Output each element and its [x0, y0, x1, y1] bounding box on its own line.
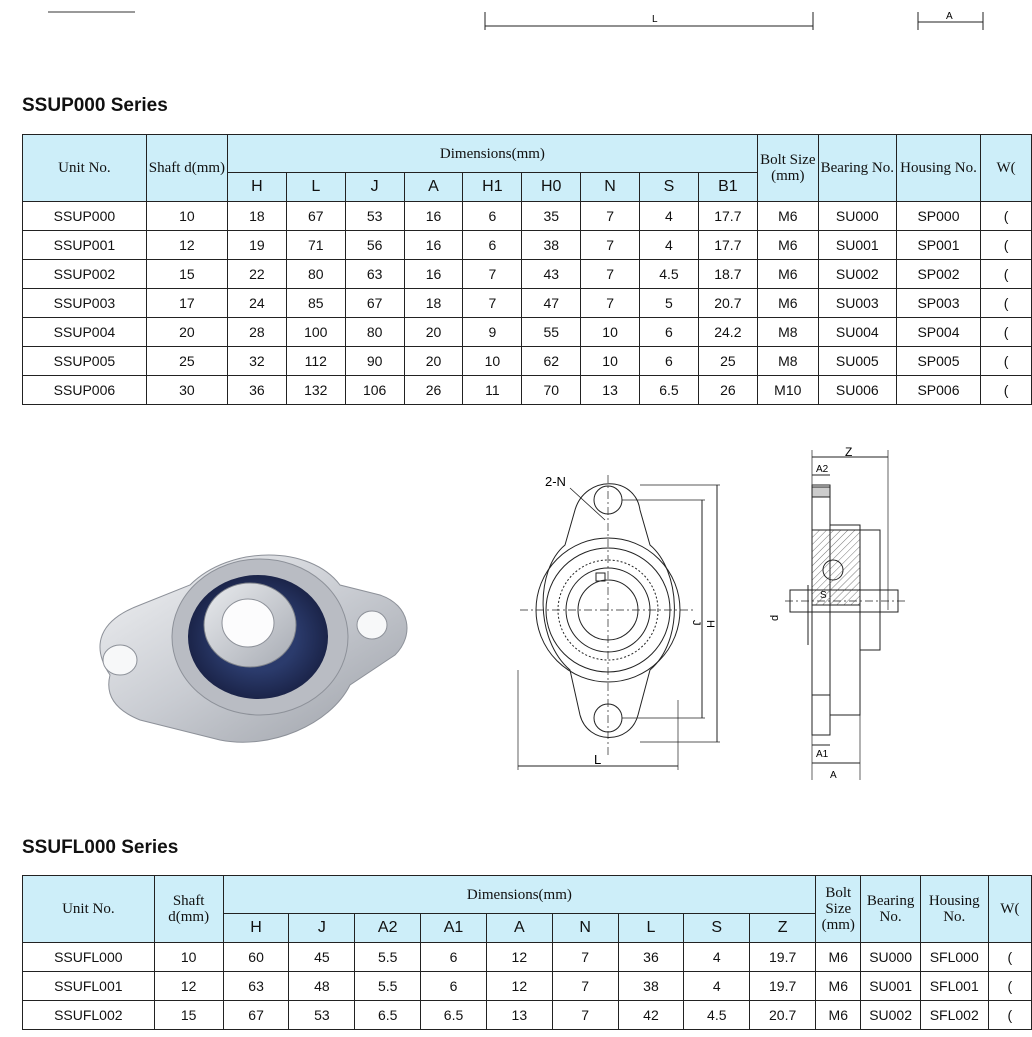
header-shaft: Shaft d(mm) [154, 876, 223, 943]
table-cell: M6 [816, 943, 861, 972]
series-title-ssup: SSUP000 Series [22, 95, 168, 116]
ssufl-spec-table [22, 875, 1032, 1030]
label-L: L [594, 752, 602, 767]
table-cell: 67 [345, 289, 404, 318]
table-cell: 19.7 [750, 943, 816, 972]
header-dim-h0: H0 [522, 173, 581, 202]
header-housing-no: Housing No. [920, 876, 988, 943]
header-unit-no: Unit No. [23, 135, 147, 202]
table-cell: 112 [286, 347, 345, 376]
label-d: d [769, 614, 781, 621]
table-cell: ( [981, 289, 1032, 318]
table-cell: 12 [146, 231, 227, 260]
table-cell: SSUFL002 [23, 1001, 155, 1030]
table-cell: ( [981, 231, 1032, 260]
front-view-drawing [510, 470, 730, 775]
table-cell: 56 [345, 231, 404, 260]
table-cell: 6 [421, 972, 487, 1001]
table-cell: SU001 [818, 231, 896, 260]
header-dim-a2: A2 [355, 914, 421, 943]
table-cell: 42 [618, 1001, 684, 1030]
table-cell: 12 [486, 972, 552, 1001]
table-cell: 6 [421, 943, 487, 972]
table-row [23, 347, 1032, 376]
header-dim-l: L [286, 173, 345, 202]
table-cell: SU004 [818, 318, 896, 347]
table-cell: SU005 [818, 347, 896, 376]
header-dim-s: S [640, 173, 699, 202]
table-cell: SP001 [896, 231, 980, 260]
table-cell: 7 [581, 260, 640, 289]
table-row [23, 1001, 1032, 1030]
table-cell: 28 [228, 318, 287, 347]
header-dim-n: N [552, 914, 618, 943]
header-dim-h: H [223, 914, 289, 943]
table-cell: SSUFL000 [23, 943, 155, 972]
table-cell: 10 [581, 347, 640, 376]
table-cell: 7 [552, 1001, 618, 1030]
table-cell: 20.7 [750, 1001, 816, 1030]
table-cell: 36 [228, 376, 287, 405]
dim-label-L: L [652, 14, 658, 25]
table-cell: SSUP003 [23, 289, 147, 318]
table-cell: ( [981, 347, 1032, 376]
header-dimensions: Dimensions(mm) [223, 876, 815, 914]
table-cell: 25 [698, 347, 757, 376]
table-cell: 10 [463, 347, 522, 376]
table-cell: SSUP005 [23, 347, 147, 376]
table-row [23, 972, 1032, 1001]
table-cell: 5.5 [355, 972, 421, 1001]
table-row [23, 260, 1032, 289]
table-cell: M6 [757, 260, 818, 289]
table-cell: 4.5 [684, 1001, 750, 1030]
top-dimension-drawing [0, 0, 1001, 40]
header-weight: W( [981, 135, 1032, 202]
table-cell: 7 [581, 289, 640, 318]
table-cell: 70 [522, 376, 581, 405]
header-bearing-no: Bearing No. [818, 135, 896, 202]
header-dim-j: J [289, 914, 355, 943]
table-cell: 6 [640, 347, 699, 376]
table-cell: M8 [757, 347, 818, 376]
table-cell: 10 [146, 202, 227, 231]
ssup-table-container [22, 134, 1016, 409]
dim-label-A: A [946, 11, 953, 22]
header-dim-a: A [486, 914, 552, 943]
table-cell: SFL000 [920, 943, 988, 972]
table-cell: SU003 [818, 289, 896, 318]
table-cell: 13 [581, 376, 640, 405]
header-dim-h: H [228, 173, 287, 202]
table-cell: 12 [154, 972, 223, 1001]
table-cell: 4 [640, 202, 699, 231]
table-cell: 10 [154, 943, 223, 972]
ssup-spec-table [22, 134, 1032, 405]
table-cell: 26 [404, 376, 463, 405]
table-cell: 55 [522, 318, 581, 347]
table-cell: SU000 [818, 202, 896, 231]
table-cell: SSUP006 [23, 376, 147, 405]
series-title-ssufl: SSUFL000 Series [22, 837, 179, 858]
table-cell: 36 [618, 943, 684, 972]
label-S: S [820, 590, 827, 601]
header-dim-s: S [684, 914, 750, 943]
table-cell: 20 [404, 318, 463, 347]
table-cell: 13 [486, 1001, 552, 1030]
table-cell: 20.7 [698, 289, 757, 318]
label-J: J [690, 620, 702, 626]
table-cell: 9 [463, 318, 522, 347]
table-cell: 30 [146, 376, 227, 405]
table-cell: 17.7 [698, 231, 757, 260]
header-bearing-no: Bearing No. [861, 876, 920, 943]
table-cell: ( [981, 202, 1032, 231]
header-dim-a: A [404, 173, 463, 202]
table-cell: SSUP002 [23, 260, 147, 289]
table-cell: M8 [757, 318, 818, 347]
table-cell: 26 [698, 376, 757, 405]
table-cell: 53 [345, 202, 404, 231]
table-cell: 106 [345, 376, 404, 405]
label-A1: A1 [816, 749, 829, 760]
table-cell: ( [981, 260, 1032, 289]
header-bolt-size: Bolt Size (mm) [757, 135, 818, 202]
table-cell: SSUP000 [23, 202, 147, 231]
table-cell: 48 [289, 972, 355, 1001]
header-housing-no: Housing No. [896, 135, 980, 202]
table-cell: SU001 [861, 972, 920, 1001]
table-cell: SSUP001 [23, 231, 147, 260]
table-cell: 11 [463, 376, 522, 405]
header-unit-no: Unit No. [23, 876, 155, 943]
table-cell: 17 [146, 289, 227, 318]
table-cell: 4 [684, 943, 750, 972]
table-cell: 47 [522, 289, 581, 318]
label-A: A [830, 770, 837, 781]
table-cell: M10 [757, 376, 818, 405]
table-cell: 32 [228, 347, 287, 376]
table-cell: 4 [684, 972, 750, 1001]
table-cell: 6.5 [421, 1001, 487, 1030]
table-cell: M6 [757, 231, 818, 260]
table-cell: 35 [522, 202, 581, 231]
table-cell: M6 [816, 1001, 861, 1030]
header-dim-z: Z [750, 914, 816, 943]
table-cell: 38 [522, 231, 581, 260]
table-cell: 38 [618, 972, 684, 1001]
table-cell: ( [981, 318, 1032, 347]
table-cell: SSUP004 [23, 318, 147, 347]
header-bolt-size: Bolt Size (mm) [816, 876, 861, 943]
table-cell: 22 [228, 260, 287, 289]
label-Z: Z [845, 445, 853, 459]
table-cell: 25 [146, 347, 227, 376]
table-cell: SU006 [818, 376, 896, 405]
table-cell: 67 [223, 1001, 289, 1030]
table-cell: 45 [289, 943, 355, 972]
table-cell: 20 [146, 318, 227, 347]
header-dim-b1: B1 [698, 173, 757, 202]
table-cell: SU002 [818, 260, 896, 289]
table-cell: 6.5 [355, 1001, 421, 1030]
header-dim-a1: A1 [421, 914, 487, 943]
table-cell: M6 [757, 289, 818, 318]
label-2N: 2-N [545, 474, 566, 489]
table-cell: 7 [552, 972, 618, 1001]
table-cell: 7 [581, 202, 640, 231]
table-cell: 19 [228, 231, 287, 260]
table-row [23, 376, 1032, 405]
table-cell: SFL001 [920, 972, 988, 1001]
table-cell: 7 [463, 260, 522, 289]
header-shaft: Shaft d(mm) [146, 135, 227, 202]
table-row [23, 289, 1032, 318]
table-cell: SP000 [896, 202, 980, 231]
table-cell: SU002 [861, 1001, 920, 1030]
table-cell: 18 [228, 202, 287, 231]
table-row [23, 202, 1032, 231]
table-cell: 12 [486, 943, 552, 972]
table-cell: ( [988, 1001, 1031, 1030]
table-cell: 24 [228, 289, 287, 318]
table-cell: SP003 [896, 289, 980, 318]
table-cell: 10 [581, 318, 640, 347]
table-cell: ( [981, 376, 1032, 405]
table-cell: 4 [640, 231, 699, 260]
table-cell: 53 [289, 1001, 355, 1030]
table-cell: 5 [640, 289, 699, 318]
table-cell: ( [988, 972, 1031, 1001]
table-cell: ( [988, 943, 1031, 972]
table-cell: 100 [286, 318, 345, 347]
header-dim-n: N [581, 173, 640, 202]
table-row [23, 231, 1032, 260]
table-cell: 16 [404, 260, 463, 289]
table-cell: 5.5 [355, 943, 421, 972]
table-cell: 7 [581, 231, 640, 260]
table-cell: 7 [463, 289, 522, 318]
table-row [23, 943, 1032, 972]
header-dim-h1: H1 [463, 173, 522, 202]
table-cell: 20 [404, 347, 463, 376]
table-cell: 63 [345, 260, 404, 289]
table-cell: 60 [223, 943, 289, 972]
table-cell: 85 [286, 289, 345, 318]
table-cell: SFL002 [920, 1001, 988, 1030]
label-H: H [704, 620, 716, 628]
table-cell: SP004 [896, 318, 980, 347]
table-row [23, 318, 1032, 347]
table-cell: 80 [286, 260, 345, 289]
table-cell: 15 [146, 260, 227, 289]
table-cell: 132 [286, 376, 345, 405]
table-cell: SP002 [896, 260, 980, 289]
table-cell: M6 [757, 202, 818, 231]
table-cell: 63 [223, 972, 289, 1001]
table-cell: 6 [463, 202, 522, 231]
table-cell: 24.2 [698, 318, 757, 347]
table-cell: SSUFL001 [23, 972, 155, 1001]
table-cell: 6.5 [640, 376, 699, 405]
table-cell: 4.5 [640, 260, 699, 289]
ssufl-table-container [22, 875, 1020, 1025]
table-cell: 17.7 [698, 202, 757, 231]
table-cell: 16 [404, 202, 463, 231]
table-cell: 16 [404, 231, 463, 260]
table-cell: 18 [404, 289, 463, 318]
table-cell: 6 [463, 231, 522, 260]
table-cell: M6 [816, 972, 861, 1001]
table-cell: 62 [522, 347, 581, 376]
table-cell: 7 [552, 943, 618, 972]
table-cell: 18.7 [698, 260, 757, 289]
table-cell: 67 [286, 202, 345, 231]
table-cell: SU000 [861, 943, 920, 972]
label-A2: A2 [816, 464, 829, 475]
header-dim-l: L [618, 914, 684, 943]
table-cell: 80 [345, 318, 404, 347]
table-cell: 15 [154, 1001, 223, 1030]
header-weight: W( [988, 876, 1031, 943]
header-dimensions: Dimensions(mm) [228, 135, 758, 173]
bearing-unit-photo [80, 525, 415, 755]
table-cell: 90 [345, 347, 404, 376]
side-section-drawing [770, 445, 905, 785]
table-cell: 6 [640, 318, 699, 347]
table-cell: 71 [286, 231, 345, 260]
table-cell: SP005 [896, 347, 980, 376]
header-dim-j: J [345, 173, 404, 202]
table-cell: 43 [522, 260, 581, 289]
table-cell: SP006 [896, 376, 980, 405]
table-cell: 19.7 [750, 972, 816, 1001]
